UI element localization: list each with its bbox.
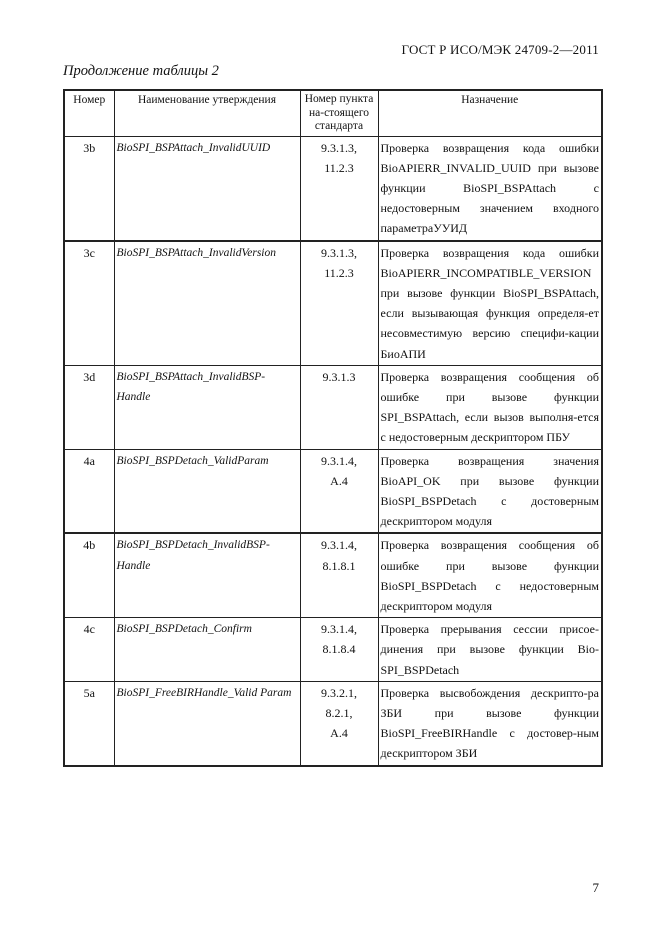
- table-header-row: [64, 90, 602, 136]
- row-number: 4c: [64, 618, 114, 682]
- row-assertion-name: BioSPI_FreeBIRHandle_Valid Param: [114, 681, 300, 765]
- document-header-standard: ГОСТ Р ИСО/МЭК 24709-2—2011: [401, 42, 599, 57]
- row-clause-ref: 9.3.1.3, 11.2.3: [300, 241, 378, 366]
- row-number: 3b: [64, 136, 114, 241]
- table-row: [64, 681, 602, 765]
- row-number: 3c: [64, 241, 114, 366]
- table-row: [64, 449, 602, 533]
- header-assertion-name: Наименование утверждения: [114, 90, 300, 136]
- table-caption: Продолжение таблицы 2: [63, 63, 219, 79]
- row-assertion-name: BioSPI_BSPDetach_ValidParam: [114, 449, 300, 533]
- header-purpose: Назначение: [378, 90, 602, 136]
- row-purpose: Проверка возвращения сообщения об ошибке при вызове функции SPI_BSPAttach, если вызов выполня-ется с недостоверным дескриптором ПБУ: [378, 365, 602, 449]
- row-clause-ref: 9.3.1.4, 8.1.8.1: [300, 533, 378, 617]
- row-assertion-name: BioSPI_BSPDetach_Confirm: [114, 618, 300, 682]
- row-assertion-name: BioSPI_BSPAttach_InvalidBSP-Handle: [114, 365, 300, 449]
- table-row: [64, 365, 602, 449]
- row-purpose: Проверка возвращения сообщения об ошибке при вызове функции BioSPI_BSPDetach с недостоверным дескриптором модуля: [378, 533, 602, 617]
- row-number: 3d: [64, 365, 114, 449]
- row-clause-ref: 9.3.1.3: [300, 365, 378, 449]
- row-number: 5a: [64, 681, 114, 765]
- row-clause-ref: 9.3.1.4, 8.1.8.4: [300, 618, 378, 682]
- row-assertion-name: BioSPI_BSPDetach_InvalidBSP-Handle: [114, 533, 300, 617]
- header-clause-number: [300, 90, 378, 136]
- table-row: [64, 136, 602, 241]
- table-row: [64, 533, 602, 617]
- row-clause-ref: 9.3.1.3, 11.2.3: [300, 136, 378, 241]
- page-number: 7: [592, 880, 599, 895]
- row-purpose: Проверка прерывания сессии присое-динения при вызове функции Bio-SPI_BSPDetach: [378, 618, 602, 682]
- row-purpose: Проверка высвобождения дескрипто-ра ЗБИ при вызове функции BioSPI_FreeBIRHandle с достовер-ным дескриптором ЗБИ: [378, 681, 602, 765]
- header-clause-text: Номер пункта на-стоящего стандарта: [304, 93, 374, 132]
- table-row: [64, 241, 602, 366]
- assertions-table: [63, 89, 603, 767]
- row-clause-ref: 9.3.1.4, A.4: [300, 449, 378, 533]
- row-purpose: Проверка возвращения кода ошибки BioAPIERR_INVALID_UUID при вызове функции BioSPI_BSPAttach с недостоверным значением входного параметраУУИД: [378, 136, 602, 241]
- row-purpose: Проверка возвращения значения BioAPI_OK при вызове функции BioSPI_BSPDetach с достоверным дескриптором модуля: [378, 449, 602, 533]
- row-clause-ref: 9.3.2.1, 8.2.1, A.4: [300, 681, 378, 765]
- row-assertion-name: BioSPI_BSPAttach_InvalidVersion: [114, 241, 300, 366]
- row-number: 4b: [64, 533, 114, 617]
- row-purpose: Проверка возвращения кода ошибки BioAPIERR_INCOMPATIBLE_VERSION при вызове функции BioSPI_BSPAttach, если вызывающая функция определя-ет несовместимую версию специфи-кации БиоАПИ: [378, 241, 602, 366]
- header-number: Номер: [64, 90, 114, 136]
- table-row: [64, 618, 602, 682]
- row-assertion-name: BioSPI_BSPAttach_InvalidUUID: [114, 136, 300, 241]
- row-number: 4a: [64, 449, 114, 533]
